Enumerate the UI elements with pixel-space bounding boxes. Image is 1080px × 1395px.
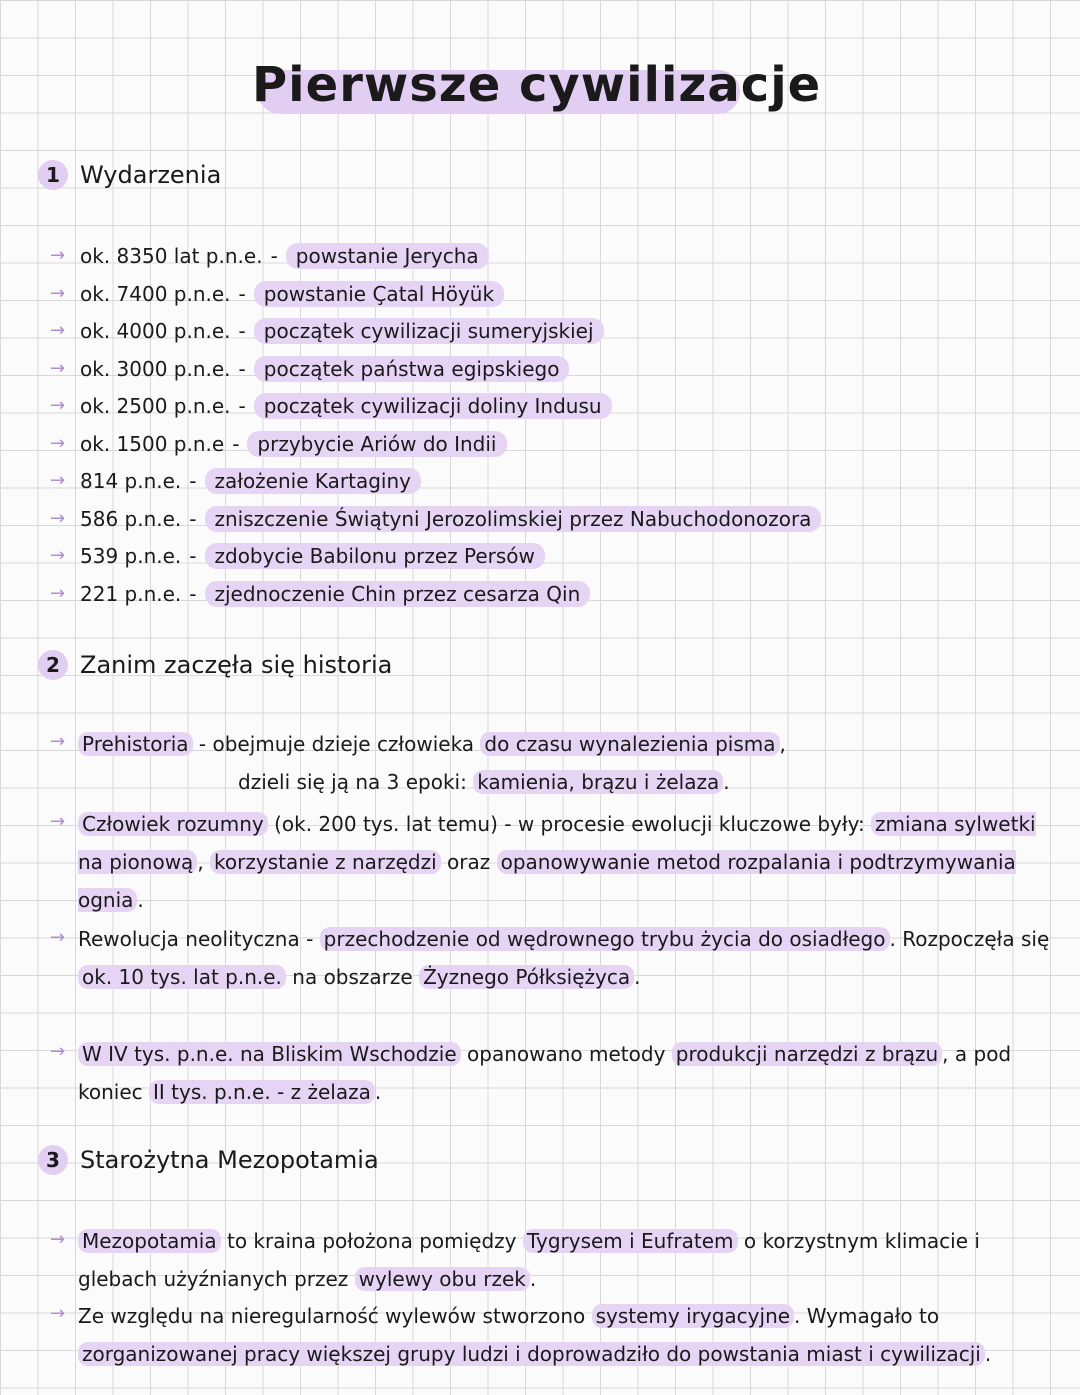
- highlight: Tygrysem i Eufratem: [523, 1229, 738, 1253]
- highlight: przechodzenie od wędrownego trybu życia do osiadłego: [320, 927, 890, 951]
- highlight: korzystanie z narzędzi: [210, 850, 441, 874]
- section-3-header: [38, 1145, 379, 1175]
- event-date: 814 p.n.e.: [80, 469, 182, 493]
- event-date: ok. 3000 p.n.e.: [80, 356, 231, 381]
- event-date: 586 p.n.e.: [80, 506, 182, 531]
- event-dash: -: [238, 281, 246, 306]
- paragraph-rewolucja-neolityczna: [78, 920, 1058, 996]
- highlight: kamienia, brązu i żelaza: [473, 770, 723, 794]
- event-row: [80, 351, 569, 387]
- text: ,: [779, 732, 786, 756]
- event-date: ok. 7400 p.n.e.: [80, 281, 231, 306]
- text: .: [529, 1267, 537, 1291]
- arrow-right-icon: →: [50, 927, 66, 948]
- section-number: 1: [38, 160, 68, 190]
- term: Człowiek rozumny: [78, 812, 268, 836]
- event-description: zdobycie Babilonu przez Persów: [205, 543, 545, 569]
- text: .: [984, 1342, 992, 1366]
- text: dzieli się ją na 3 epoki:: [238, 770, 474, 794]
- section-number: 2: [38, 650, 68, 680]
- arrow-right-icon: →: [50, 282, 66, 304]
- event-row: [80, 313, 604, 349]
- text: .: [374, 1080, 382, 1104]
- arrow-right-icon: →: [50, 1303, 66, 1324]
- text: -: [299, 927, 320, 951]
- arrow-right-icon: →: [50, 582, 66, 604]
- text: , a pod koniec: [78, 1042, 1012, 1104]
- text: .: [137, 888, 144, 912]
- highlight: zmiana sylwetki na pionową: [78, 812, 1036, 874]
- paragraph-czlowiek-rozumny: [78, 805, 1058, 919]
- event-date: 221 p.n.e.: [80, 581, 182, 606]
- text: (ok. 200 tys. lat temu) - w procesie ewolucji kluczowe były:: [267, 812, 872, 836]
- term: Rewolucja neolityczna: [78, 927, 300, 951]
- event-row: [80, 388, 612, 424]
- text: oraz: [440, 850, 497, 874]
- event-description: przybycie Ariów do Indii: [247, 431, 506, 457]
- text: - obejmuje dzieje człowieka: [192, 732, 481, 756]
- section-title: Starożytna Mezopotamia: [80, 1146, 379, 1174]
- event-dash: -: [232, 431, 240, 456]
- arrow-right-icon: →: [50, 1229, 66, 1250]
- arrow-right-icon: →: [50, 811, 66, 832]
- highlight: zorganizowanej pracy większej grupy ludzi i doprowadziło do powstania miast i cywilizacji: [78, 1342, 985, 1366]
- event-dash: -: [189, 506, 197, 531]
- event-row: [80, 276, 504, 312]
- event-dash: -: [238, 356, 246, 381]
- event-date: ok. 8350 lat p.n.e.: [80, 244, 263, 268]
- paragraph-irygacja: [78, 1297, 1058, 1373]
- arrow-right-icon: →: [50, 507, 66, 529]
- text: na obszarze: [285, 965, 420, 989]
- highlight: Mezopotamia: [78, 1229, 221, 1253]
- text: ,: [197, 850, 211, 874]
- section-title: Zanim zaczęła się historia: [80, 651, 393, 679]
- paragraph-mezopotamia: [78, 1222, 1058, 1298]
- paragraph-metale: [78, 1035, 1058, 1111]
- section-number: 3: [38, 1145, 68, 1175]
- text: opanowano metody: [460, 1042, 672, 1066]
- page-title: Pierwsze cywilizacje: [252, 57, 822, 113]
- event-row: [80, 463, 421, 499]
- text: to kraina położona pomiędzy: [220, 1229, 523, 1253]
- event-description: powstanie Çatal Höyük: [254, 281, 504, 307]
- arrow-right-icon: →: [50, 1041, 66, 1062]
- event-dash: -: [270, 244, 278, 268]
- paragraph-prehistoria: [78, 725, 1038, 801]
- highlight: W IV tys. p.n.e. na Bliskim Wschodzie: [78, 1042, 461, 1066]
- event-dash: -: [189, 581, 197, 606]
- arrow-right-icon: →: [50, 245, 66, 266]
- event-date: ok. 4000 p.n.e.: [80, 319, 231, 343]
- arrow-right-icon: →: [50, 545, 66, 566]
- highlight: do czasu wynalezienia pisma: [480, 732, 779, 756]
- highlight: II tys. p.n.e. - z żelaza: [149, 1080, 375, 1104]
- text: .: [634, 965, 641, 989]
- event-description: początek cywilizacji sumeryjskiej: [254, 318, 604, 344]
- highlight: Żyznego Półksiężyca: [419, 965, 634, 989]
- event-row: [80, 538, 545, 574]
- arrow-right-icon: →: [50, 731, 66, 752]
- event-dash: -: [189, 469, 197, 493]
- event-date: ok. 2500 p.n.e.: [80, 394, 231, 418]
- event-description: powstanie Jerycha: [286, 243, 489, 269]
- section-1-header: [38, 160, 221, 190]
- event-description: zniszczenie Świątyni Jerozolimskiej przez Nabuchodonozora: [205, 506, 822, 532]
- term: Prehistoria: [78, 732, 193, 756]
- highlight: wylewy obu rzek: [355, 1267, 530, 1291]
- section-title: Wydarzenia: [80, 161, 222, 189]
- section-2-header: [38, 650, 392, 680]
- arrow-right-icon: →: [50, 357, 66, 379]
- arrow-right-icon: →: [50, 395, 66, 416]
- text: . Rozpoczęła się: [889, 927, 1050, 951]
- text: .: [723, 770, 730, 794]
- event-description: założenie Kartaginy: [205, 468, 421, 494]
- text: Ze względu na nieregularność wylewów stworzono: [78, 1304, 592, 1328]
- event-row: [80, 426, 507, 462]
- event-dash: -: [238, 394, 246, 418]
- event-description: początek państwa egipskiego: [254, 356, 570, 382]
- event-dash: -: [238, 319, 246, 343]
- event-row: [80, 238, 489, 274]
- arrow-right-icon: →: [50, 320, 66, 341]
- highlight: systemy irygacyjne: [592, 1304, 794, 1328]
- event-date: 539 p.n.e.: [80, 544, 182, 568]
- arrow-right-icon: →: [50, 470, 66, 491]
- text: . Wymagało to: [794, 1304, 940, 1328]
- event-description: początek cywilizacji doliny Indusu: [254, 393, 612, 419]
- event-description: zjednoczenie Chin przez cesarza Qin: [205, 581, 591, 607]
- arrow-right-icon: →: [50, 432, 66, 454]
- highlight: ok. 10 tys. lat p.n.e.: [78, 965, 286, 989]
- event-date: ok. 1500 p.n.e: [80, 431, 225, 456]
- event-row: [80, 576, 590, 612]
- highlight: produkcji narzędzi z brązu: [672, 1042, 942, 1066]
- event-dash: -: [189, 544, 197, 568]
- event-row: [80, 501, 821, 537]
- text: o korzystnym klimacie i glebach użyźnianych przez: [78, 1229, 980, 1291]
- highlight: opanowywanie metod rozpalania i podtrzymywania ognia: [78, 850, 1016, 912]
